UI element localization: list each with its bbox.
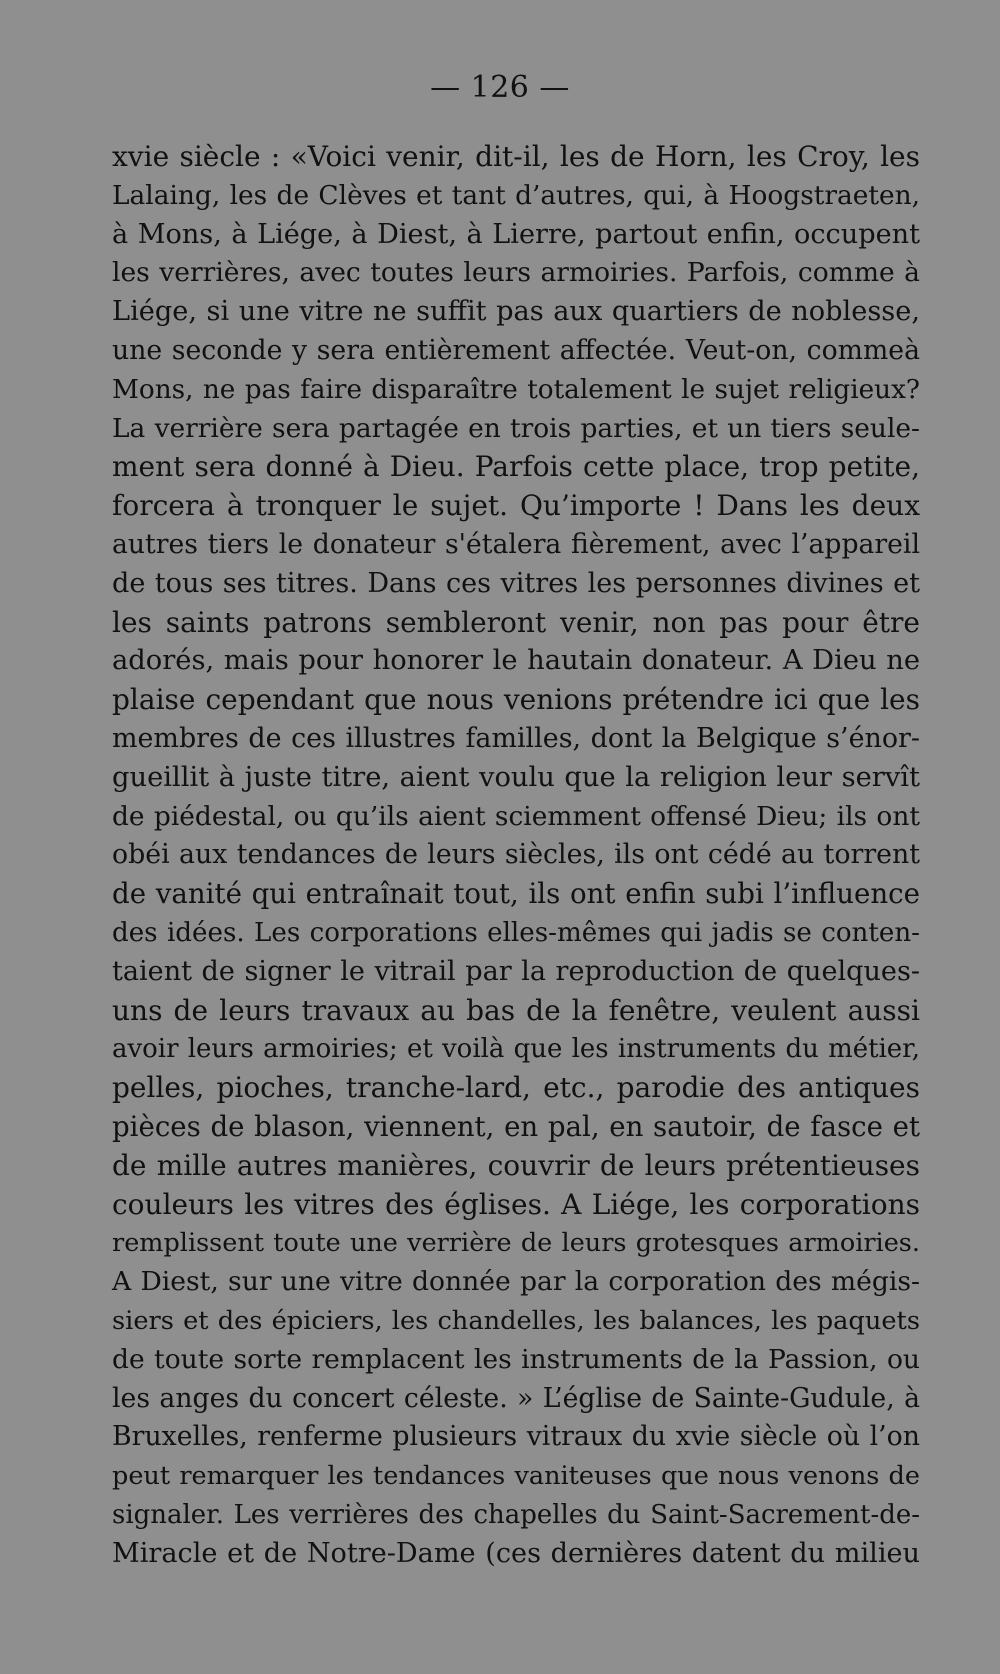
text-line: plaise cependant que nous venions prétendre ici que les — [112, 683, 920, 717]
text-line: La verrière sera partagée en trois parties, et un tiers seule- — [112, 412, 920, 444]
text-line: couleurs les vitres des églises. A Liége, les corporations — [112, 1187, 920, 1221]
text-line: avoir leurs armoiries; et voilà que les instruments du métier, — [112, 1034, 920, 1065]
text-line: pelles, pioches, tranche-lard, etc., parodie des antiques — [112, 1071, 920, 1105]
text-line: les anges du concert céleste. » L’église de Sainte-Gudule, à — [112, 1382, 920, 1414]
text-line: de tous ses titres. Dans ces vitres les personnes divines et — [112, 567, 920, 599]
body-text — [112, 138, 920, 1573]
text-line: peut remarquer les tendances vaniteuses que nous venons de — [112, 1461, 920, 1492]
text-line: une seconde y sera entièrement affectée. Veut-on, commeà — [112, 334, 920, 366]
text-line: remplissent toute une verrière de leurs grotesques armoiries. — [112, 1228, 920, 1259]
text-line: Mons, ne pas faire disparaître totalement le sujet religieux? — [112, 374, 920, 405]
text-line: autres tiers le donateur s'étalera fièrement, avec l’appareil — [112, 528, 920, 560]
text-line: taient de signer le vitrail par la reproduction de quelques- — [112, 955, 920, 987]
text-line: des idées. Les corporations elles-mêmes qui jadis se conten- — [112, 917, 920, 948]
text-line: de vanité qui entraînait tout, ils ont enfin subi l’influence — [112, 877, 920, 911]
text-line: de toute sorte remplacent les instruments de la Passion, ou — [112, 1343, 920, 1375]
text-line: uns de leurs travaux au bas de la fenêtre, veulent aussi — [112, 993, 920, 1027]
text-line: Liége, si une vitre ne suffit pas aux quartiers de noblesse, — [112, 296, 920, 328]
text-line: pièces de blason, viennent, en pal, en sautoir, de fasce et — [112, 1109, 920, 1143]
text-line: Miracle et de Notre-Dame (ces dernières datent du milieu — [112, 1537, 920, 1569]
text-line: A Diest, sur une vitre donnée par la corporation des mégis- — [112, 1266, 920, 1298]
text-line: Bruxelles, renferme plusieurs vitraux du xvie siècle où l’on — [112, 1421, 920, 1453]
text-line: adorés, mais pour honorer le hautain donateur. A Dieu ne — [112, 645, 920, 677]
text-line: Lalaing, les de Clèves et tant d’autres, qui, à Hoogstraeten, — [112, 179, 920, 211]
text-line: gueillit à juste titre, aient voulu que la religion leur servît — [112, 761, 920, 793]
text-line: ment sera donné à Dieu. Parfois cette place, trop petite, — [112, 450, 920, 484]
text-line: de mille autres manières, couvrir de leurs prétentieuses — [112, 1148, 920, 1182]
text-line: siers et des épiciers, les chandelles, les balances, les paquets — [112, 1305, 920, 1336]
text-line: les saints patrons sembleront venir, non pas pour être — [112, 605, 920, 639]
text-line: xvie siècle : «Voici venir, dit-il, les de Horn, les Croy, les — [112, 140, 920, 173]
text-line: signaler. Les verrières des chapelles du Saint-Sacrement-de- — [112, 1499, 920, 1530]
text-line: membres de ces illustres familles, dont la Belgique s’énor- — [112, 722, 920, 754]
text-line: de piédestal, ou qu’ils aient sciemment offensé Dieu; ils ont — [112, 800, 920, 832]
text-line: forcera à tronquer le sujet. Qu’importe ! Dans les deux — [112, 489, 920, 523]
text-line: les verrières, avec toutes leurs armoiries. Parfois, comme à — [112, 257, 920, 289]
text-line: à Mons, à Liége, à Diest, à Lierre, partout enfin, occupent — [112, 218, 920, 250]
text-line: obéi aux tendances de leurs siècles, ils ont cédé au torrent — [112, 839, 920, 871]
page-number: — 126 — — [430, 70, 570, 105]
